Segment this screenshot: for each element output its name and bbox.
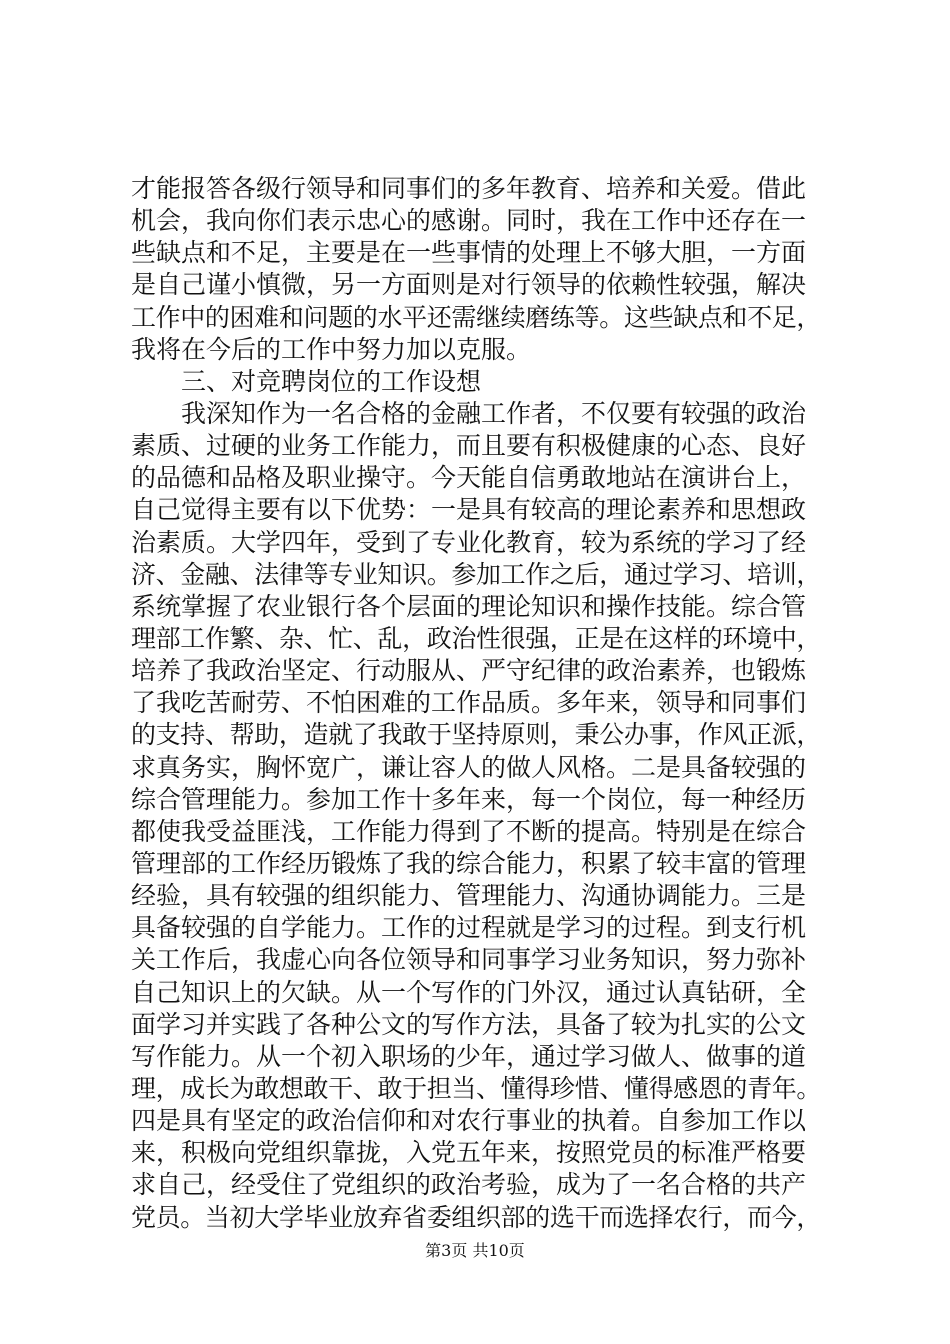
text-line: 素质、过硬的业务工作能力，而且要有积极健康的心态、良好 [131,431,807,461]
text-line: 综合管理能力。参加工作十多年来，每一个岗位，每一种经历 [131,784,807,814]
text-line: 管理部的工作经历锻炼了我的综合能力，积累了较丰富的管理 [131,848,807,878]
text-line: 三、对竞聘岗位的工作设想 [131,366,482,396]
text-line: 关工作后，我虚心向各位领导和同事学习业务知识，努力弥补 [131,945,807,975]
text-line: 求真务实，胸怀宽广，谦让容人的做人风格。二是具备较强的 [131,752,807,782]
text-line: 机会，我向你们表示忠心的感谢。同时，我在工作中还存在一 [131,206,807,236]
text-line: 四是具有坚定的政治信仰和对农行事业的执着。自参加工作以 [131,1106,807,1136]
text-line: 治素质。大学四年，受到了专业化教育，较为系统的学习了经 [131,527,807,557]
text-line: 具备较强的自学能力。工作的过程就是学习的过程。到支行机 [131,913,807,943]
body-text [131,173,821,1234]
text-line: 来，积极向党组织靠拢，入党五年来，按照党员的标准严格要 [131,1138,807,1168]
text-line: 自己觉得主要有以下优势：一是具有较高的理论素养和思想政 [131,495,807,525]
text-line: 才能报答各级行领导和同事们的多年教育、培养和关爱。借此 [131,174,807,203]
page-footer: 第3页 共10页 [425,1241,525,1260]
text-line: 是自己谨小慎微，另一方面则是对行领导的依赖性较强，解决 [131,270,807,300]
text-line: 自己知识上的欠缺。从一个写作的门外汉，通过认真钻研，全 [131,977,807,1007]
text-line: 理部工作繁、杂、忙、乱，政治性很强，正是在这样的环境中， [131,623,822,653]
text-line: 系统掌握了农业银行各个层面的理论知识和操作技能。综合管 [131,591,807,621]
text-line: 求自己，经受住了党组织的政治考验，成为了一名合格的共产 [131,1170,807,1200]
text-line: 理，成长为敢想敢干、敢于担当、懂得珍惜、懂得感恩的青年。 [131,1073,822,1103]
text-line: 济、金融、法律等专业知识。参加工作之后，通过学习、培训， [131,559,822,589]
text-line: 培养了我政治坚定、行动服从、严守纪律的政治素养，也锻炼 [131,656,807,686]
text-line: 工作中的困难和问题的水平还需继续磨练等。这些缺点和不足， [131,302,822,332]
text-line: 的品德和品格及职业操守。今天能自信勇敢地站在演讲台上， [131,463,807,493]
text-line: 面学习并实践了各种公文的写作方法，具备了较为扎实的公文 [131,1009,807,1039]
text-line: 我将在今后的工作中努力加以克服。 [131,334,532,364]
text-line: 了我吃苦耐劳、不怕困难的工作品质。多年来，领导和同事们 [131,688,807,718]
text-line: 经验，具有较强的组织能力、管理能力、沟通协调能力。三是 [131,881,807,911]
text-line: 党员。当初大学毕业放弃省委组织部的选干而选择农行，而今， [131,1202,822,1232]
text-line: 都使我受益匪浅，工作能力得到了不断的提高。特别是在综合 [131,816,807,846]
text-line: 些缺点和不足，主要是在一些事情的处理上不够大胆，一方面 [131,238,807,268]
text-line: 我深知作为一名合格的金融工作者，不仅要有较强的政治 [131,398,807,428]
text-line: 写作能力。从一个初入职场的少年，通过学习做人、做事的道 [131,1041,807,1071]
text-line: 的支持、帮助，造就了我敢于坚持原则，秉公办事，作风正派， [131,720,822,750]
